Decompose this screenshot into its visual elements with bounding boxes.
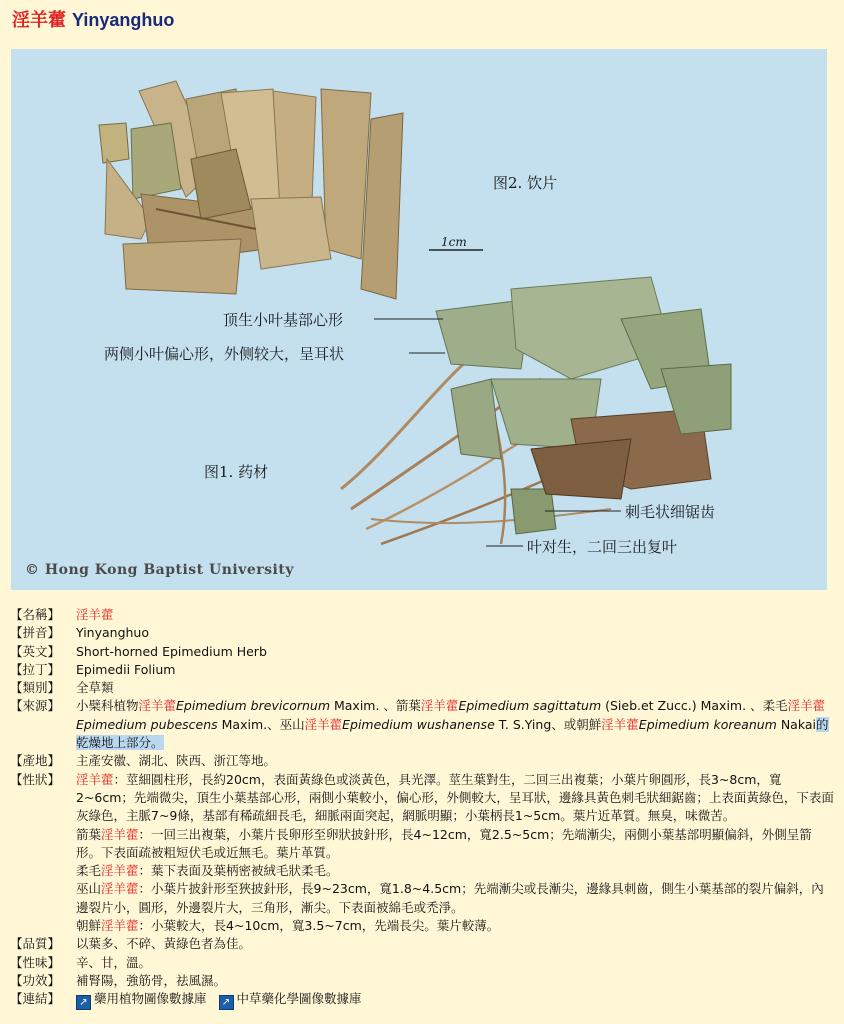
- feature-pubescens: 柔毛淫羊藿：葉下表面及葉柄密被絨毛狀柔毛。: [76, 863, 339, 879]
- selected-text: 的乾燥地上部分。: [76, 716, 829, 751]
- figure1-label: 图1. 药材: [204, 463, 269, 481]
- row-effect: [10, 972, 836, 990]
- key-category: 【類別】: [10, 680, 61, 696]
- value-english: Short-horned Epimedium Herb: [76, 643, 267, 659]
- herb-info-table: [10, 606, 836, 1010]
- feature-main: 淫羊藿：莖細圓柱形，長約20cm，表面黃綠色或淡黃色，具光澤。莖生葉對生，二回三出複葉；小葉片卵圓形，長3~8cm，寬2~6cm；先端微尖，頂生小葉基部心形，兩側小葉較小，偏心形，外側較大，呈耳狀，邊緣具黃色刺毛狀細鋸齒；上表面黃綠色，下表面灰綠色，主脈7~9條，基部有稀疏細長毛，細脈兩面突起，網脈明顯；小葉柄長1~5cm。葉片近革質。無臭，味微苦。: [76, 771, 834, 824]
- feature-koreanum: 朝鮮淫羊藿：小葉較大，長4~10cm，寬3.5~7cm，先端長尖。葉片較薄。: [76, 918, 500, 934]
- key-taste: 【性味】: [10, 954, 61, 970]
- row-origin: [10, 752, 836, 770]
- annotation-margin: 刺毛状细锯齿: [625, 503, 716, 521]
- page-title: [12, 6, 174, 32]
- key-quality: 【品質】: [10, 936, 61, 952]
- key-pinyin: 【拼音】: [10, 625, 61, 641]
- value-origin: 主產安徽、湖北、陝西、浙江等地。: [76, 753, 277, 769]
- feature-sagittatum: 箭葉淫羊藿：一回三出複葉，小葉片長卵形至卵狀披針形，長4~12cm，寬2.5~5cm；先端漸尖，兩側小葉基部明顯偏斜，外側呈箭形。下表面疏被粗短伏毛或近無毛。葉片革質。: [76, 826, 812, 860]
- row-name: [10, 606, 836, 624]
- value-pinyin: Yinyanghuo: [76, 625, 149, 641]
- row-pinyin: [10, 624, 836, 642]
- link-chemical-image-db[interactable]: ↗ 中草藥化學圖像數據庫: [219, 991, 362, 1006]
- scale-label: 1cm: [441, 235, 467, 249]
- copyright-notice: © Hong Kong Baptist University: [25, 562, 294, 578]
- value-quality: 以葉多、不碎、黃綠色者為佳。: [76, 936, 252, 952]
- sliced-leaf-pieces: [99, 81, 403, 299]
- row-features: [10, 771, 836, 936]
- annotation-lateral-leaflets: 两侧小叶偏心形，外侧较大，呈耳状: [104, 345, 345, 363]
- key-effect: 【功效】: [10, 972, 61, 988]
- row-quality: [10, 935, 836, 953]
- external-link-icon: ↗: [76, 995, 91, 1010]
- key-origin: 【產地】: [10, 753, 61, 769]
- title-chinese: 淫羊藿: [12, 10, 66, 31]
- annotation-terminal-leaflet: 顶生小叶基部心形: [223, 311, 344, 329]
- feature-wushanense: 巫山淫羊藿：小葉片披針形至狹披針形，長9~23cm，寬1.8~4.5cm；先端漸尖或長漸尖，邊緣具刺齒，側生小葉基部的裂片偏斜，內邊裂片小，圓形，外邊裂片大，三角形，漸尖。下表面被綿毛或禿淨。: [76, 881, 824, 915]
- key-links: 【連結】: [10, 991, 61, 1007]
- value-taste: 辛、甘，溫。: [76, 954, 152, 970]
- value-features: [76, 771, 836, 936]
- row-taste: [10, 954, 836, 972]
- title-english: Yinyanghuo: [72, 10, 175, 30]
- value-source: 小檗科植物淫羊藿Epimedium brevicornum Maxim. 、箭葉淫羊藿Epimedium sagittatum (Sieb.et Zucc.) Maxim. 、柔毛淫羊藿Epimedium pubescens Maxim.、巫山淫羊藿Epimedium wushanense T. S.Ying、或朝鮮淫羊藿Epimedium koreanum Nakai的乾燥地上部分。: [76, 698, 829, 751]
- value-effect: 補腎陽，強筋骨，祛風濕。: [76, 972, 227, 988]
- row-category: [10, 679, 836, 697]
- row-latin: [10, 661, 836, 679]
- key-name: 【名稱】: [10, 607, 61, 622]
- key-english: 【英文】: [10, 643, 61, 659]
- value-latin: Epimedii Folium: [76, 661, 176, 677]
- key-features: 【性狀】: [10, 771, 61, 787]
- figure2-label: 图2. 饮片: [493, 174, 558, 192]
- link-plant-image-db[interactable]: ↗ 藥用植物圖像數據庫: [76, 991, 207, 1006]
- value-name: 淫羊藿: [76, 607, 114, 622]
- herb-figure: [11, 49, 827, 590]
- value-category: 全草類: [76, 680, 114, 696]
- value-links: [76, 990, 836, 1010]
- external-link-icon: ↗: [219, 995, 234, 1010]
- row-english: [10, 643, 836, 661]
- key-source: 【來源】: [10, 698, 61, 714]
- annotation-opposite-leaves: 叶对生，二回三出复叶: [527, 538, 678, 556]
- key-latin: 【拉丁】: [10, 661, 61, 677]
- row-links: [10, 990, 836, 1010]
- row-source: [10, 697, 836, 752]
